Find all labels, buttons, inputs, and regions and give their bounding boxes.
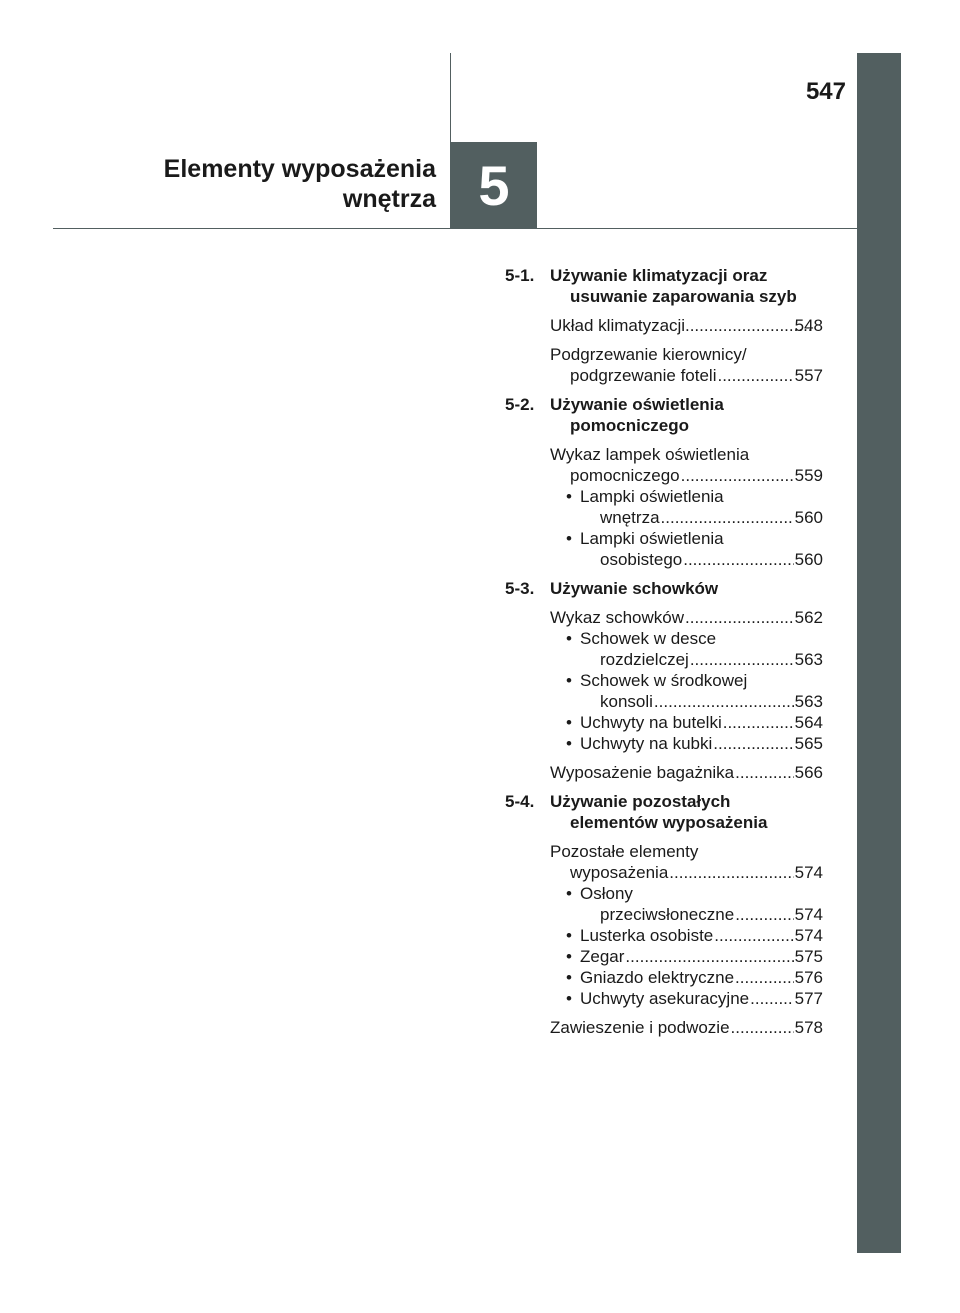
bullet-icon: • [566,671,572,690]
section-title: Używanie schowków [550,579,719,598]
entry-page: 574 [794,863,823,882]
page-number: 547 [805,78,846,105]
toc-entry[interactable] [550,315,823,336]
subentry-page: 576 [794,968,823,987]
toc-entry[interactable] [550,841,823,883]
subentry-page: 563 [794,692,823,711]
dot-leader [723,712,794,733]
toc-entry[interactable] [550,344,823,386]
bullet-icon: • [566,629,572,648]
dot-leader [714,925,793,946]
subentry-page: 564 [794,713,823,732]
subentry-title-line2: przeciwsłoneczne [600,905,735,924]
bullet-icon: • [566,989,572,1008]
entry-page: 559 [794,466,823,485]
section-title-line2: pomocniczego [570,416,690,435]
entry-title: Wyposażenie bagażnika [550,763,735,782]
dot-leader [717,365,793,386]
section-title [550,791,767,833]
entry-title-line1: Pozostałe elementy [550,842,699,861]
toc-subentry[interactable] [560,733,823,754]
section-number: 5-2. [505,395,535,414]
toc-subentry[interactable] [560,967,823,988]
toc-entry[interactable] [550,762,823,783]
dot-leader [625,946,793,967]
dot-leader [735,904,793,925]
subentry-title: Lusterka osobiste [580,926,714,945]
toc-subentry[interactable] [560,925,823,946]
section-number: 5-3. [505,579,535,598]
subentry-title-line1: Lampki oświetlenia [580,487,724,506]
toc-subentry[interactable] [560,628,823,670]
toc-subentry[interactable] [560,946,823,967]
dot-leader [685,607,794,628]
subentry-page: 560 [794,508,823,527]
entry-page: 557 [794,366,823,385]
subentry-page: 575 [794,947,823,966]
chapter-title-line1: Elementy wyposażenia [163,155,436,183]
subentry-title-line2: osobistego [600,550,683,569]
toc-entry[interactable] [550,607,823,628]
subentry-title-line1: Schowek w desce [580,629,717,648]
subentry-title-line1: Lampki oświetlenia [580,529,724,548]
entry-title-line2: pomocniczego [570,466,680,485]
dot-leader [735,762,793,783]
section-title-line1: Używanie oświetlenia [550,395,724,414]
toc-subentry[interactable] [560,883,823,925]
subentry-page: 560 [794,550,823,569]
toc-subentry[interactable] [560,670,823,712]
bullet-icon: • [566,947,572,966]
toc-subentry[interactable] [560,988,823,1009]
section-number: 5-4. [505,792,535,811]
subentry-title-line2: rozdzielczej [600,650,689,669]
entry-title-line2: podgrzewanie foteli [570,366,717,385]
toc-subentries [560,883,823,1009]
entry-page: 548 [794,316,823,335]
bullet-icon: • [566,487,572,506]
subentry-title: Zegar [580,947,625,966]
toc-section-5-1[interactable] [505,265,823,307]
toc-subentries [560,628,823,754]
dot-leader [669,862,793,883]
entry-page: 566 [794,763,823,782]
toc-entry[interactable] [550,444,823,486]
entry-title: Zawieszenie i podwozie [550,1018,730,1037]
section-title [550,265,797,307]
entry-title-line2: wyposażenia [570,863,669,882]
subentry-title: Uchwyty na kubki [580,734,713,753]
section-number: 5-1. [505,266,535,285]
toc-entry[interactable] [550,1017,823,1038]
entry-title-line1: Wykaz lampek oświetlenia [550,445,750,464]
section-title [550,394,724,436]
chapter-number: 5 [451,142,537,228]
entry-title-line1: Podgrzewanie kierownicy/ [550,345,747,364]
toc-subentries [560,486,823,570]
subentry-page: 574 [794,905,823,924]
subentry-title-line1: Schowek w środkowej [580,671,748,690]
dot-leader [713,733,793,754]
subentry-title-line1: Osłony [580,884,633,903]
subentry-page: 577 [794,989,823,1008]
toc-section-5-3[interactable] [505,578,823,599]
entry-title: Wykaz schowków [550,608,684,627]
dot-leader [683,549,793,570]
subentry-page: 565 [794,734,823,753]
entry-page: 562 [794,608,823,627]
section-title-line2: elementów wyposażenia [570,813,768,832]
bullet-icon: • [566,734,572,753]
dot-leader [735,967,794,988]
bullet-icon: • [566,529,572,548]
chapter-title-line2: wnętrza [342,185,436,213]
entry-page: 578 [794,1018,823,1037]
toc-section-5-4[interactable] [505,791,823,833]
subentry-title: Uchwyty na butelki [580,713,722,732]
entry-title: Układ klimatyzacji [550,316,686,335]
subentry-page: 574 [794,926,823,945]
subentry-page: 563 [794,650,823,669]
dot-leader [750,988,794,1009]
dot-leader [690,649,794,670]
toc-subentry[interactable] [560,712,823,733]
subentry-title: Uchwyty asekuracyjne [580,989,750,1008]
bullet-icon: • [566,713,572,732]
subentry-title-line2: konsoli [600,692,653,711]
toc-section-5-2[interactable] [505,394,823,436]
toc-subentry[interactable] [560,486,823,528]
chapter-title [164,154,436,214]
header-horizontal-rule [53,228,857,229]
subentry-title-line2: wnętrza [600,508,660,527]
dot-leader [654,691,794,712]
dot-leader [661,507,794,528]
dot-leader [731,1017,794,1038]
toc-subentry[interactable] [560,528,823,570]
dot-leader [681,465,794,486]
bullet-icon: • [566,968,572,987]
chapter-side-tab [857,53,901,1253]
subentry-title: Gniazdo elektryczne [580,968,735,987]
table-of-contents [505,265,823,1046]
section-title-line2: usuwanie zaparowania szyb [570,287,797,306]
bullet-icon: • [566,926,572,945]
section-title-line1: Używanie klimatyzacji oraz [550,266,768,285]
bullet-icon: • [566,884,572,903]
section-title-line1: Używanie pozostałych [550,792,731,811]
